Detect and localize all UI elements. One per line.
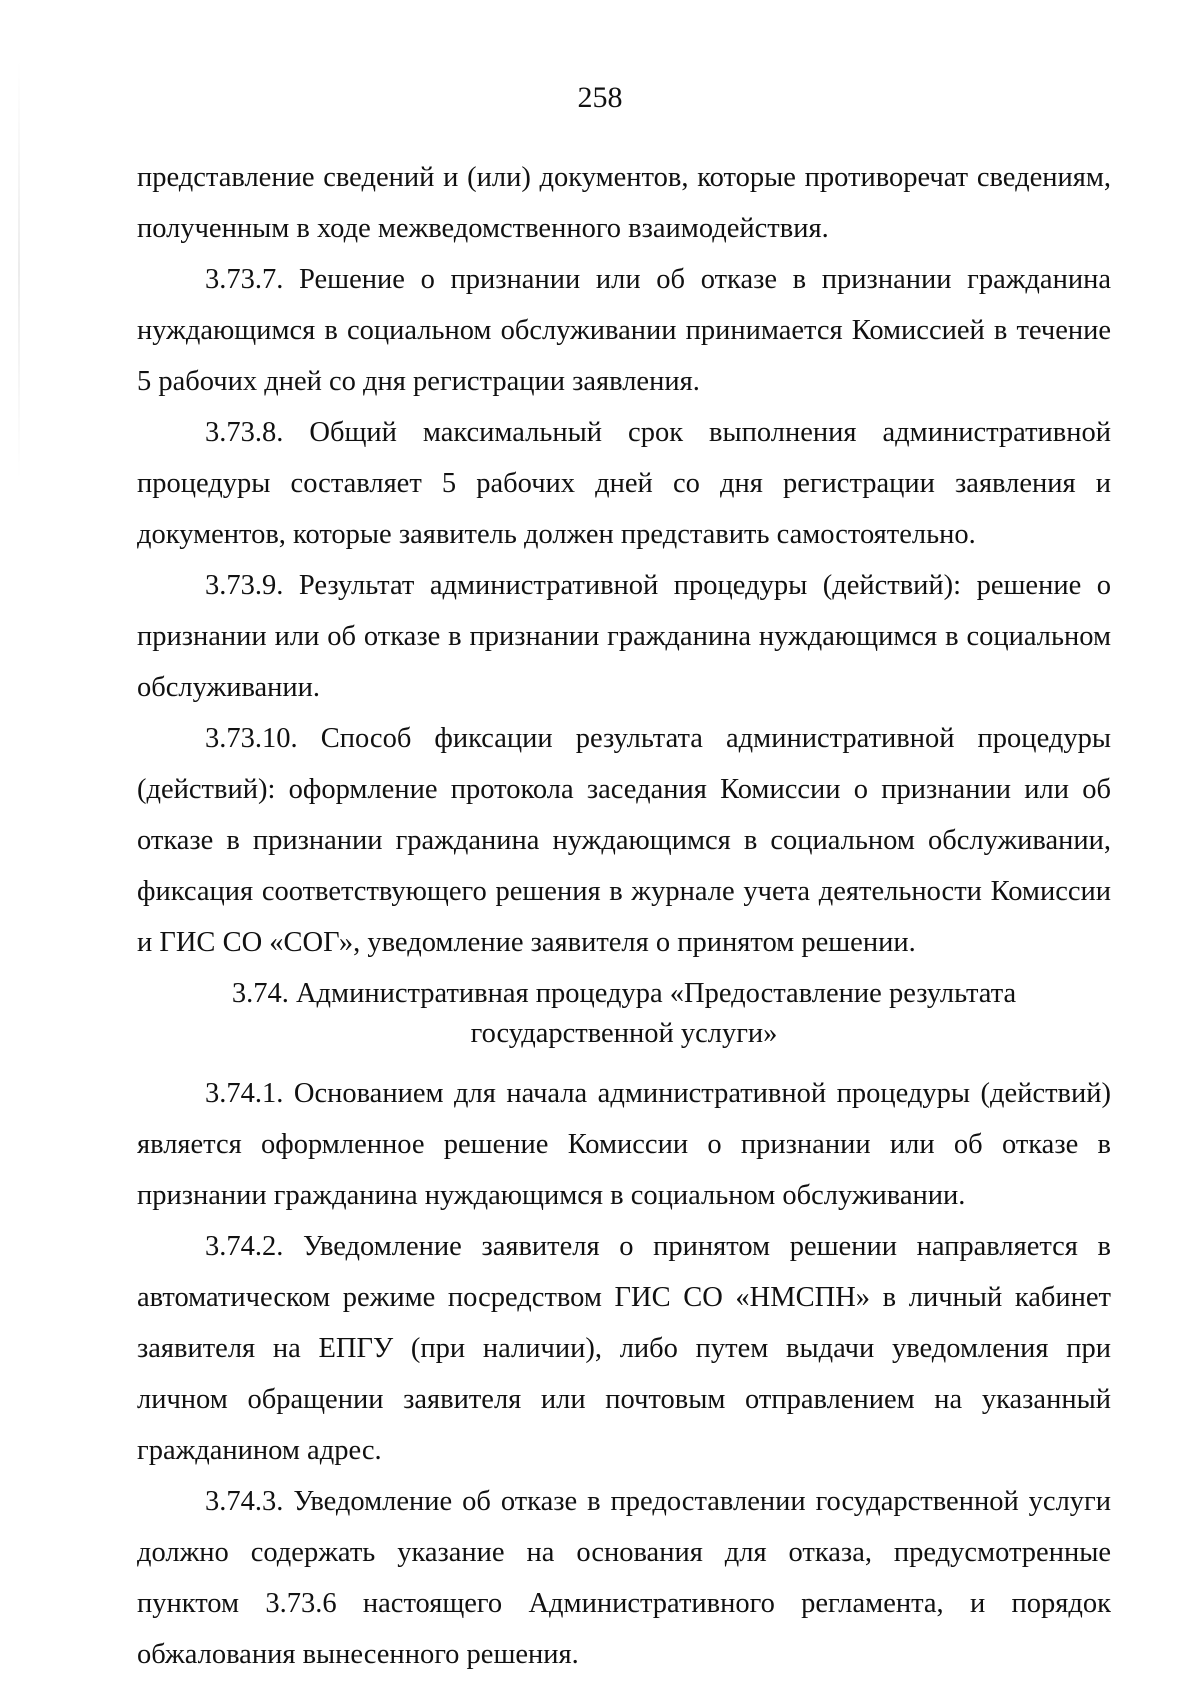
- paragraph-3-73-10: 3.73.10. Способ фиксации результата административной процедуры (действий): оформление протокола заседания Комиссии о признании или об отказе в признании гражданина нуждающимся в социальном обслуживании, фиксация соответствующего решения в журнале учета деятельности Комиссии и ГИС СО «СОГ», уведомление заявителя о принятом решении.: [137, 723, 1111, 958]
- paragraph-3-73-9: 3.73.9. Результат административной процедуры (действий): решение о признании или об отказе в признании гражданина нуждающимся в социальном обслуживании.: [137, 570, 1111, 703]
- paragraph-3-73-8: 3.73.8. Общий максимальный срок выполнения административной процедуры составляет 5 рабочих дней со дня регистрации заявления и документов, которые заявитель должен представить самостоятельно.: [137, 417, 1111, 550]
- paragraph-3-74-1: 3.74.1. Основанием для начала административной процедуры (действий) является оформленное решение Комиссии о признании или об отказе в признании гражданина нуждающимся в социальном обслуживании.: [137, 1078, 1111, 1211]
- page-number: 258: [577, 81, 623, 114]
- paragraph-continuation: представление сведений и (или) документов, которые противоречат сведениям, полученным в ходе межведомственного взаимодействия.: [137, 162, 1111, 244]
- scan-edge-artifact: [18, 60, 20, 480]
- section-heading-3-74: 3.74. Административная процедура «Предоставление результата государственной услуги»: [231, 978, 1017, 1049]
- paragraph-3-73-7: 3.73.7. Решение о признании или об отказе в признании гражданина нуждающимся в социальном обслуживании принимается Комиссией в течение 5 рабочих дней со дня регистрации заявления.: [137, 264, 1111, 397]
- document-body: [137, 152, 1111, 1680]
- paragraph-3-74-3: 3.74.3. Уведомление об отказе в предоставлении государственной услуги должно содержать указание на основания для отказа, предусмотренные пунктом 3.73.6 настоящего Административного регламента, и порядок обжалования вынесенного решения.: [137, 1486, 1111, 1670]
- paragraph-3-74-2: 3.74.2. Уведомление заявителя о принятом решении направляется в автоматическом режиме посредством ГИС СО «НМСПН» в личный кабинет заявителя на ЕПГУ (при наличии), либо путем выдачи уведомления при личном обращении заявителя или почтовым отправлением на указанный гражданином адрес.: [137, 1231, 1111, 1466]
